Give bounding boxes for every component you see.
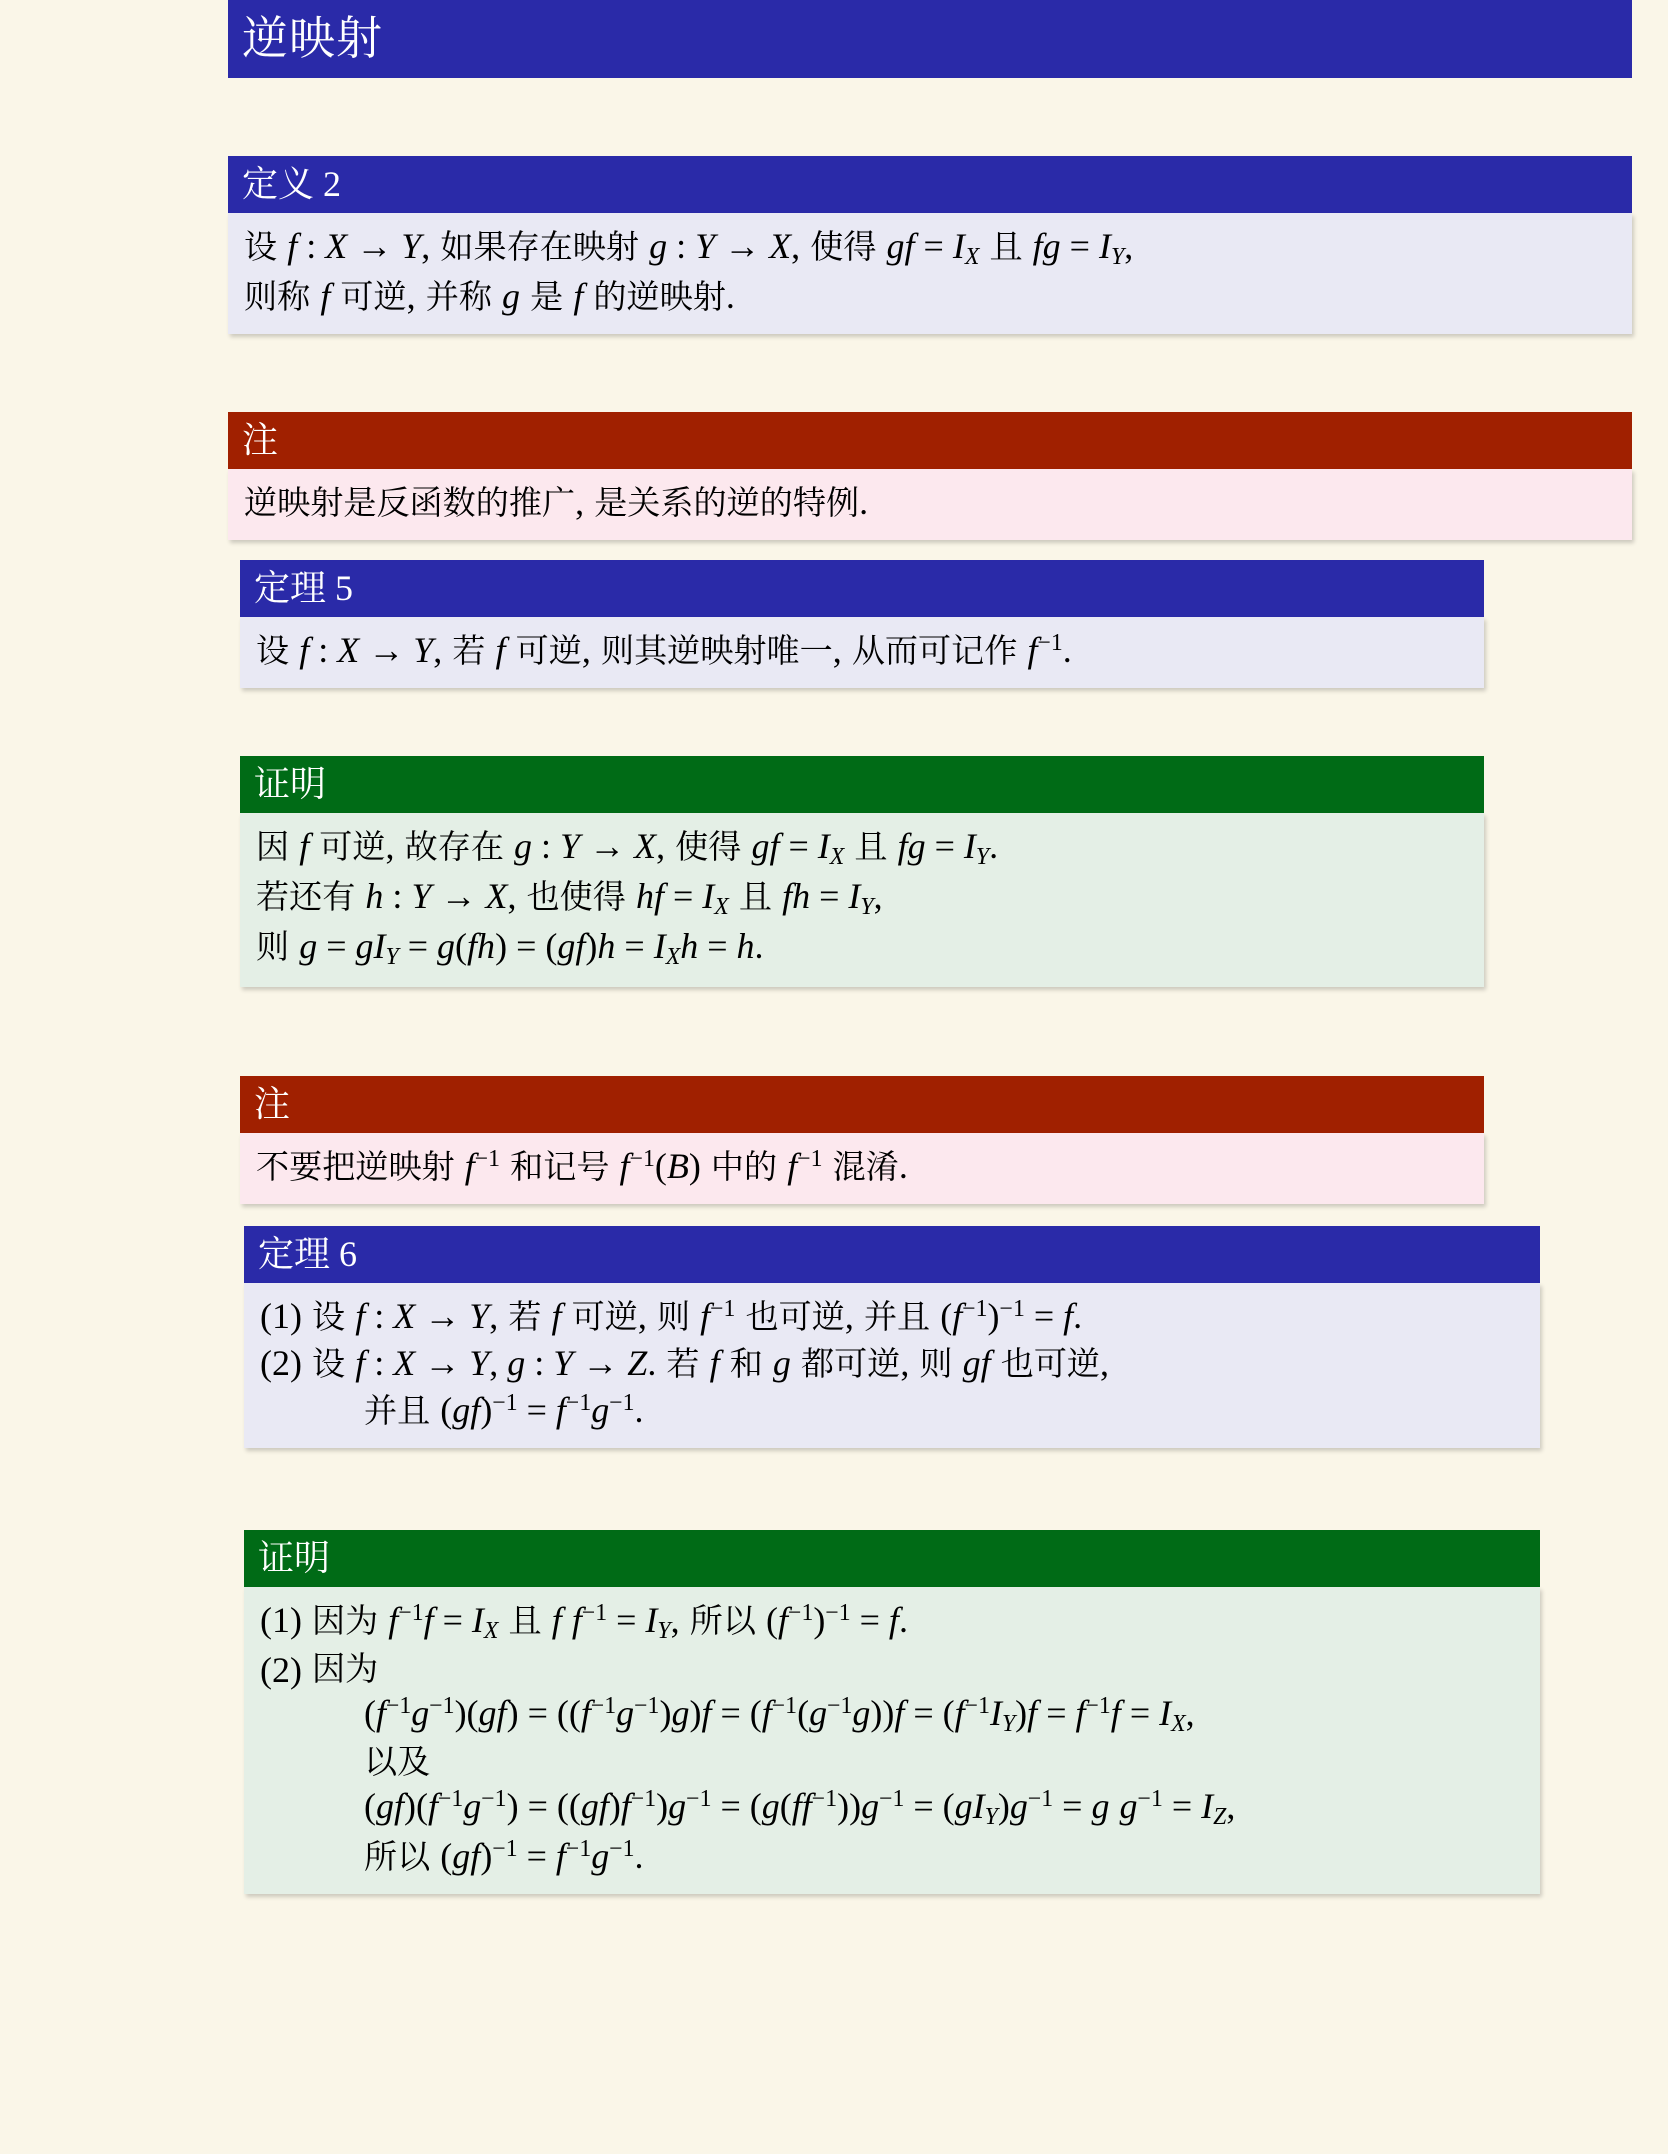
proof-2-item-2-text	[312, 1647, 1524, 1880]
note-2-body	[240, 1133, 1484, 1204]
theorem-6-header: 定理 6	[244, 1226, 1540, 1283]
theorem-5-header: 定理 5	[240, 560, 1484, 617]
definition-2-header: 定义 2	[228, 156, 1632, 213]
proof-1-header: 证明	[240, 756, 1484, 813]
theorem-6-item-1	[260, 1293, 1524, 1340]
proof-2-header: 证明	[244, 1530, 1540, 1587]
proof-2-item-2-middle: 以及	[363, 1742, 431, 1782]
proof-2-item-1-text: 因为 $f^{-1}f = I_X$ 且 f $f^{-1} = I_Y$, 所以 $(f^{-1})^{-1} = f$.	[311, 1600, 908, 1645]
note-1-block	[228, 412, 1632, 540]
theorem-5-line-1: 设 f : X → Y, 若 f 可逆, 则其逆映射唯一, 从而可记作 $f^{-1}$.	[256, 630, 1072, 671]
proof-1-line-2: 若还有 h : Y → X, 也使得 hf = $I_X$ 且 fh = $I_Y$,	[256, 876, 883, 921]
proof-2-item-1-number: (1)	[260, 1600, 302, 1641]
note-1-header: 注	[228, 412, 1632, 469]
proof-2-item-2-number: (2)	[260, 1650, 302, 1691]
proof-2-equation-1: $(f^{-1}g^{-1})(gf) = ((f^{-1}g^{-1})g)f = (f^{-1}(g^{-1}g))f = (f^{-1}I_Y)f = f^{-1}f = I_X$,	[363, 1693, 1195, 1738]
note-2-header: 注	[240, 1076, 1484, 1133]
theorem-6-item-2-text: 设 f : X → Y, g : Y → Z. 若 f 和 g 都可逆, 则 gf 也可逆, 并且 $(gf)^{-1} = f^{-1}g^{-1}$.	[312, 1340, 1524, 1434]
definition-2-line-2: 则称 f 可逆, 并称 g 是 f 的逆映射.	[244, 276, 735, 317]
proof-2-item-2	[260, 1647, 1524, 1880]
theorem-6-block	[244, 1226, 1540, 1448]
note-1-line-1: 逆映射是反函数的推广, 是关系的逆的特例.	[244, 482, 869, 523]
theorem-6-item-2	[260, 1340, 1524, 1434]
definition-2-line-1: 设 f : X → Y, 如果存在映射 g : Y → X, 使得 gf = $I_X$ 且 fg = $I_Y$,	[244, 226, 1134, 271]
proof-2-body	[244, 1587, 1540, 1893]
proof-2-equation-2: $(gf)(f^{-1}g^{-1}) = ((gf)f^{-1})g^{-1} = (g(ff^{-1}))g^{-1} = (gI_Y)g^{-1} = g$ $g^{-1} = I_Z$,	[363, 1786, 1236, 1831]
theorem-6-item-1-number: (1)	[260, 1296, 302, 1337]
definition-2-body	[228, 213, 1632, 334]
note-2-line-1: 不要把逆映射 $f^{-1}$ 和记号 $f^{-1}(B)$ 中的 $f^{-1}$ 混淆.	[256, 1146, 908, 1187]
proof-1-body	[240, 813, 1484, 986]
proof-1-line-3: 则 $g = gI_Y = g(fh) = (gf)h = I_Xh = h$.	[256, 926, 764, 970]
theorem-6-item-1-text: 设 f : X → Y, 若 f 可逆, 则 $f^{-1}$ 也可逆, 并且 $(f^{-1})^{-1} = f$.	[311, 1296, 1083, 1337]
note-1-body	[228, 469, 1632, 540]
theorem-5-body	[240, 617, 1484, 688]
proof-2-block	[244, 1530, 1540, 1894]
theorem-6-item-2-number: (2)	[260, 1343, 302, 1384]
proof-2-conclusion: 所以 $(gf)^{-1} = f^{-1}g^{-1}$.	[363, 1836, 644, 1876]
theorem-6-body	[244, 1283, 1540, 1447]
theorem-5-block	[240, 560, 1484, 688]
page-title: 逆映射	[228, 0, 1632, 78]
theorem-6-item-2-continuation: 并且 $(gf)^{-1} = f^{-1}g^{-1}$.	[363, 1389, 644, 1430]
proof-2-item-1	[260, 1597, 1524, 1647]
note-2-block	[240, 1076, 1484, 1204]
definition-2-block	[228, 156, 1632, 334]
proof-1-block	[240, 756, 1484, 987]
proof-2-item-2-lead: 因为	[311, 1649, 379, 1689]
proof-1-line-1: 因 f 可逆, 故存在 g : Y → X, 使得 gf = $I_X$ 且 fg = $I_Y$.	[256, 826, 999, 871]
